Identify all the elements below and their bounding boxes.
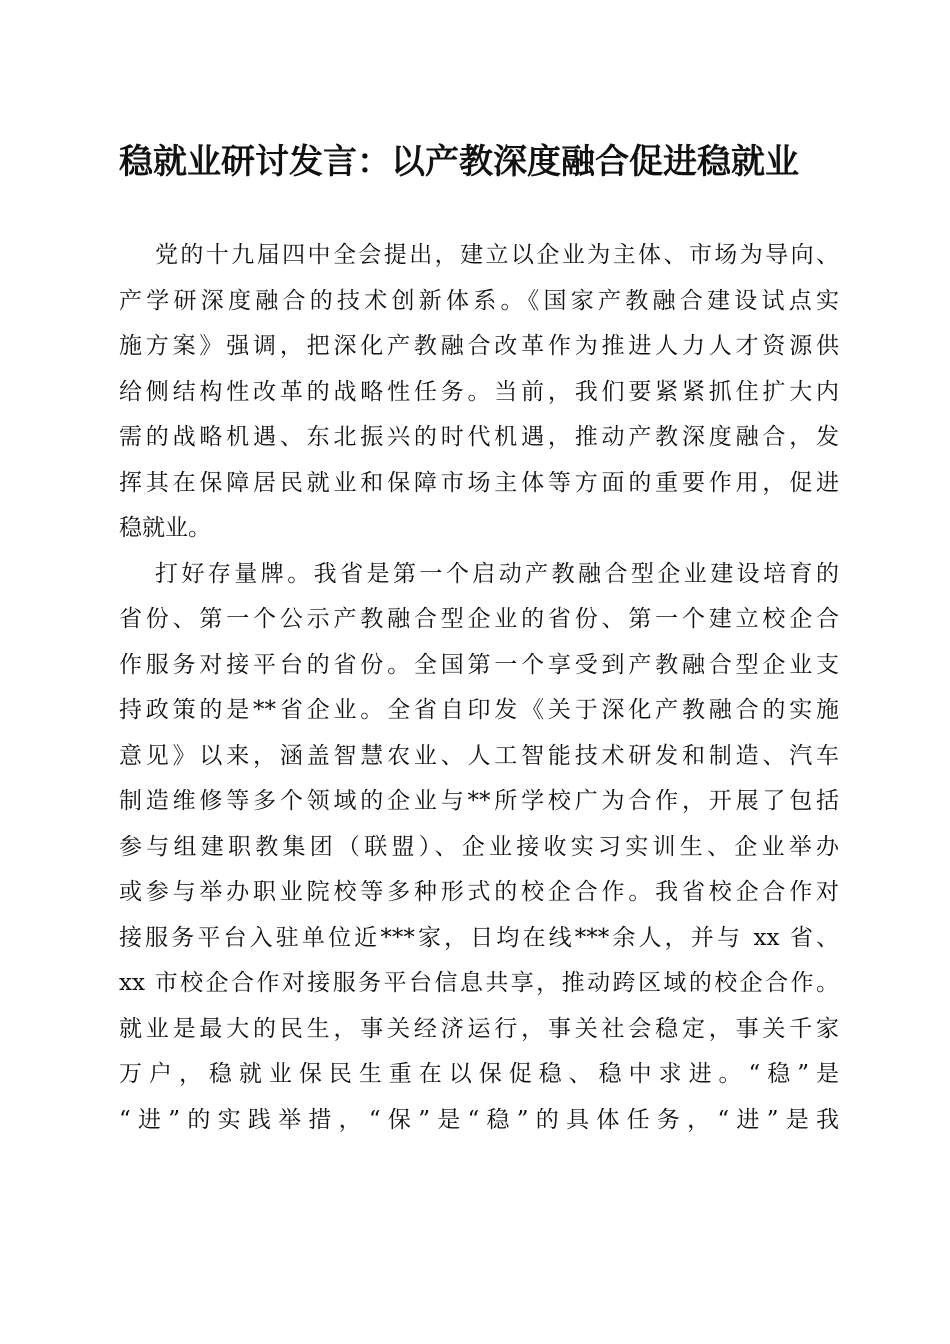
document-body: [119, 233, 839, 1143]
text-line: 就业是最大的民生，事关经济运行，事关社会稳定，事关千家: [119, 1015, 839, 1042]
text-line: 或参与举办职业院校等多种形式的校企合作。我省校企合作对: [119, 879, 839, 905]
text-line: 制造维修等多个领域的企业与**所学校广为合作，开展了包括: [119, 788, 839, 814]
text-line: 稳就业。: [119, 515, 211, 541]
text-line: 作服务对接平台的省份。全国第一个享受到产教融合型企业支: [119, 651, 839, 678]
text-line: 需的战略机遇、东北振兴的时代机遇，推动产教深度融合，发: [119, 424, 839, 450]
text-line: xx 市校企合作对接服务平台信息共享，推动跨区域的校企合作。: [119, 970, 839, 996]
text-line: 省份、第一个公示产教融合型企业的省份、第一个建立校企合: [119, 606, 839, 632]
text-line: “进”的实践举措，“保”是“稳”的具体任务，“进”是我: [119, 1106, 839, 1133]
text-line: 挥其在保障居民就业和保障市场主体等方面的重要作用，促进: [119, 469, 839, 496]
text-line: 意见》以来，涵盖智慧农业、人工智能技术研发和制造、汽车: [119, 742, 839, 769]
text-line: 接服务平台入驻单位近***家，日均在线***余人，并与 xx 省、: [119, 924, 839, 951]
text-line: 给侧结构性改革的战略性任务。当前，我们要紧紧抓住扩大内: [119, 378, 839, 405]
paragraph-1: [119, 233, 839, 552]
document-title: 稳就业研讨发言：以产教深度融合促进稳就业: [119, 142, 799, 182]
text-line: 施方案》强调，把深化产教融合改革作为推进人力人才资源供: [119, 333, 839, 359]
text-line: 党的十九届四中全会提出，建立以企业为主体、市场为导向、: [155, 242, 839, 268]
text-line: 持政策的是**省企业。全省自印发《关于深化产教融合的实施: [119, 697, 839, 723]
text-line: 打好存量牌。我省是第一个启动产教融合型企业建设培育的: [155, 560, 839, 587]
text-line: 万户，稳就业保民生重在以保促稳、稳中求进。“稳”是: [119, 1061, 839, 1087]
paragraph-2: [119, 552, 839, 1144]
text-line: 参与组建职教集团（联盟）、企业接收实习实训生、企业举办: [119, 833, 839, 860]
text-line: 产学研深度融合的技术创新体系。《国家产教融合建设试点实: [119, 287, 839, 314]
